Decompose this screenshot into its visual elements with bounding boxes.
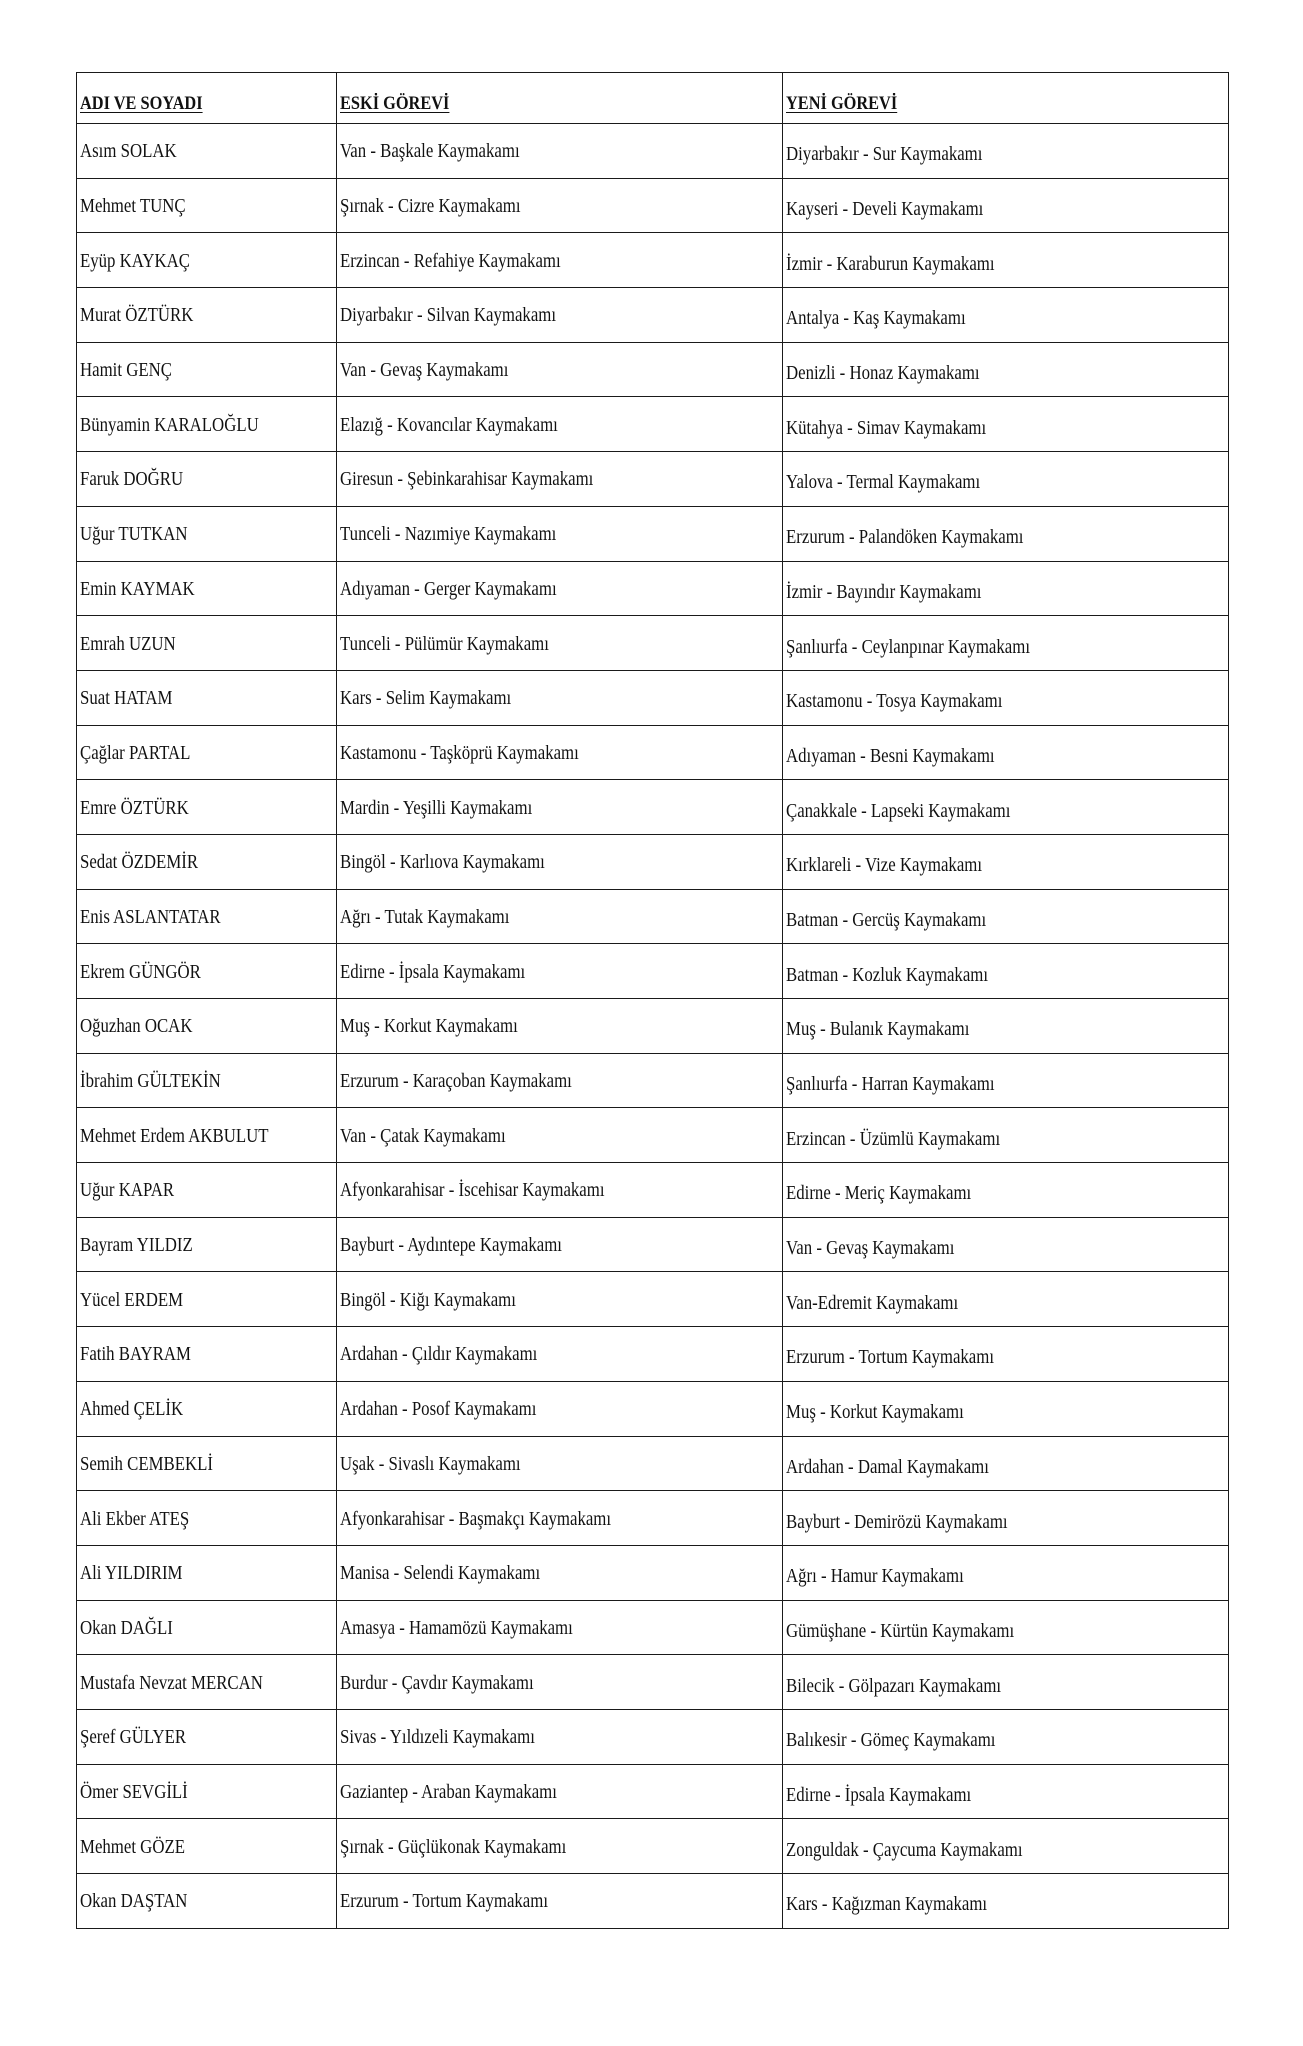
old-post-cell-text: Muş - Korkut Kaymakamı [340,1015,518,1038]
new-post-cell-text: Balıkesir - Gömeç Kaymakamı [786,1729,996,1752]
old-post-cell-text: Mardin - Yeşilli Kaymakamı [340,796,533,819]
table-row [77,780,1229,835]
name-cell [77,288,337,343]
name-cell-text: Mehmet Erdem AKBULUT [80,1124,269,1147]
new-post-cell [783,1874,1229,1929]
new-post-cell-text: Şanlıurfa - Harran Kaymakamı [786,1073,995,1096]
table-row [77,1272,1229,1327]
table-row [77,1163,1229,1218]
new-post-cell-text: Erzurum - Palandöken Kaymakamı [786,526,1024,549]
old-post-cell [337,452,783,507]
table-row [77,288,1229,343]
name-cell-text: İbrahim GÜLTEKİN [80,1070,221,1093]
name-cell-text: Ali Ekber ATEŞ [80,1507,190,1530]
new-post-cell [783,944,1229,999]
name-cell-text: Uğur KAPAR [80,1179,175,1202]
old-post-cell-text: Tunceli - Nazımiye Kaymakamı [340,523,557,546]
table-row [77,889,1229,944]
table-row [77,1874,1229,1929]
table-row [77,1217,1229,1272]
new-post-cell [783,999,1229,1054]
old-post-cell [337,999,783,1054]
new-post-cell [783,1272,1229,1327]
name-cell-text: Suat HATAM [80,687,173,710]
new-post-cell-text: Bayburt - Demirözü Kaymakamı [786,1510,1008,1533]
new-post-cell-text: Kayseri - Develi Kaymakamı [786,198,984,221]
table-row [77,1491,1229,1546]
old-post-cell-text: Edirne - İpsala Kaymakamı [340,960,526,983]
name-cell-text: Okan DAĞLI [80,1616,173,1639]
header-name-label: ADI VE SOYADI [80,93,203,114]
old-post-cell [337,124,783,179]
new-post-cell-text: Van - Gevaş Kaymakamı [786,1237,955,1260]
old-post-cell-text: Diyarbakır - Silvan Kaymakamı [340,304,557,327]
table-row [77,999,1229,1054]
old-post-cell-text: Bayburt - Aydıntepe Kaymakamı [340,1234,562,1257]
new-post-cell [783,288,1229,343]
old-post-cell [337,1709,783,1764]
name-cell [77,452,337,507]
name-cell-text: Eyüp KAYKAÇ [80,249,190,272]
table-row [77,1709,1229,1764]
new-post-cell [783,670,1229,725]
new-post-cell [783,1600,1229,1655]
new-post-cell-text: Erzurum - Tortum Kaymakamı [786,1346,994,1369]
new-post-cell-text: Muş - Bulanık Kaymakamı [786,1018,970,1041]
name-cell-text: Emin KAYMAK [80,577,195,600]
old-post-cell-text: Ağrı - Tutak Kaymakamı [340,905,510,928]
name-cell-text: Semih CEMBEKLİ [80,1452,214,1475]
old-post-cell-text: Adıyaman - Gerger Kaymakamı [340,577,557,600]
new-post-cell [783,1217,1229,1272]
name-cell [77,1545,337,1600]
old-post-cell [337,288,783,343]
new-post-cell-text: Denizli - Honaz Kaymakamı [786,362,980,385]
table-row [77,1108,1229,1163]
new-post-cell-text: İzmir - Karaburun Kaymakamı [786,252,995,275]
name-cell-text: Uğur TUTKAN [80,523,188,546]
name-cell [77,1709,337,1764]
name-cell-text: Sedat ÖZDEMİR [80,851,199,874]
new-post-cell [783,725,1229,780]
old-post-cell-text: Erzurum - Karaçoban Kaymakamı [340,1070,572,1093]
name-cell-text: Bayram YILDIZ [80,1234,193,1257]
old-post-cell-text: Afyonkarahisar - Başmakçı Kaymakamı [340,1507,612,1530]
table-row [77,1053,1229,1108]
old-post-cell-text: Elazığ - Kovancılar Kaymakamı [340,413,558,436]
name-cell-text: Hamit GENÇ [80,359,172,382]
name-cell [77,1163,337,1218]
old-post-cell [337,670,783,725]
old-post-cell [337,944,783,999]
name-cell-text: Şeref GÜLYER [80,1726,187,1749]
name-cell-text: Ömer SEVGİLİ [80,1780,188,1803]
name-cell-text: Çağlar PARTAL [80,741,191,764]
table-body [77,124,1229,1929]
table-row [77,944,1229,999]
name-cell-text: Ahmed ÇELİK [80,1398,184,1421]
new-post-cell-text: İzmir - Bayındır Kaymakamı [786,580,982,603]
old-post-cell-text: Amasya - Hamamözü Kaymakamı [340,1616,573,1639]
name-cell [77,1819,337,1874]
new-post-cell-text: Gümüşhane - Kürtün Kaymakamı [786,1619,1015,1642]
new-post-cell-text: Kastamonu - Tosya Kaymakamı [786,690,1003,713]
old-post-cell [337,616,783,671]
new-post-cell-text: Ardahan - Damal Kaymakamı [786,1455,989,1478]
old-post-cell-text: Bingöl - Karlıova Kaymakamı [340,851,545,874]
name-cell-text: Emre ÖZTÜRK [80,796,189,819]
new-post-cell [783,178,1229,233]
new-post-cell [783,452,1229,507]
old-post-cell [337,506,783,561]
new-post-cell-text: Adıyaman - Besni Kaymakamı [786,744,995,767]
old-post-cell-text: Burdur - Çavdır Kaymakamı [340,1671,534,1694]
old-post-cell [337,1655,783,1710]
new-post-cell-text: Van-Edremit Kaymakamı [786,1291,959,1314]
name-cell [77,1600,337,1655]
table-row [77,1764,1229,1819]
header-old-post [337,73,783,124]
table-row [77,1381,1229,1436]
assignments-table [76,72,1229,1929]
new-post-cell [783,1764,1229,1819]
new-post-cell-text: Yalova - Termal Kaymakamı [786,471,981,494]
new-post-cell [783,561,1229,616]
new-post-cell [783,397,1229,452]
name-cell-text: Fatih BAYRAM [80,1343,191,1366]
name-cell [77,1874,337,1929]
new-post-cell [783,1327,1229,1382]
table-row [77,1327,1229,1382]
new-post-cell [783,616,1229,671]
old-post-cell [337,561,783,616]
new-post-cell-text: Erzincan - Üzümlü Kaymakamı [786,1127,1001,1150]
table-row [77,1545,1229,1600]
old-post-cell [337,1436,783,1491]
name-cell [77,616,337,671]
old-post-cell [337,1381,783,1436]
table-header-row [77,73,1229,124]
new-post-cell [783,1381,1229,1436]
old-post-cell [337,342,783,397]
old-post-cell [337,1163,783,1218]
table-row [77,834,1229,889]
old-post-cell [337,397,783,452]
name-cell-text: Okan DAŞTAN [80,1890,188,1913]
name-cell [77,1436,337,1491]
table-row [77,1600,1229,1655]
new-post-cell-text: Ağrı - Hamur Kaymakamı [786,1565,964,1588]
old-post-cell-text: Van - Çatak Kaymakamı [340,1124,506,1147]
old-post-cell [337,1217,783,1272]
table-row [77,1436,1229,1491]
name-cell [77,999,337,1054]
new-post-cell-text: Kütahya - Simav Kaymakamı [786,416,987,439]
old-post-cell-text: Kars - Selim Kaymakamı [340,687,512,710]
name-cell-text: Murat ÖZTÜRK [80,304,194,327]
old-post-cell [337,834,783,889]
old-post-cell-text: Gaziantep - Araban Kaymakamı [340,1780,557,1803]
old-post-cell [337,1491,783,1546]
new-post-cell [783,506,1229,561]
name-cell [77,1491,337,1546]
name-cell-text: Mehmet GÖZE [80,1835,185,1858]
old-post-cell [337,178,783,233]
old-post-cell [337,1272,783,1327]
old-post-cell [337,233,783,288]
new-post-cell-text: Edirne - İpsala Kaymakamı [786,1783,972,1806]
name-cell [77,1764,337,1819]
old-post-cell-text: Erzincan - Refahiye Kaymakamı [340,249,561,272]
old-post-cell-text: Manisa - Selendi Kaymakamı [340,1562,541,1585]
name-cell [77,233,337,288]
new-post-cell [783,780,1229,835]
name-cell [77,1217,337,1272]
table-row [77,725,1229,780]
table-row [77,452,1229,507]
new-post-cell-text: Batman - Kozluk Kaymakamı [786,963,989,986]
new-post-cell-text: Kars - Kağızman Kaymakamı [786,1893,988,1916]
table-row [77,397,1229,452]
name-cell [77,342,337,397]
old-post-cell-text: Ardahan - Çıldır Kaymakamı [340,1343,538,1366]
new-post-cell-text: Şanlıurfa - Ceylanpınar Kaymakamı [786,635,1030,658]
old-post-cell-text: Ardahan - Posof Kaymakamı [340,1398,537,1421]
name-cell [77,670,337,725]
old-post-cell [337,1545,783,1600]
name-cell [77,1272,337,1327]
old-post-cell-text: Erzurum - Tortum Kaymakamı [340,1890,548,1913]
old-post-cell-text: Giresun - Şebinkarahisar Kaymakamı [340,468,594,491]
name-cell [77,506,337,561]
old-post-cell-text: Sivas - Yıldızeli Kaymakamı [340,1726,535,1749]
name-cell-text: Asım SOLAK [80,140,177,163]
old-post-cell-text: Şırnak - Cizre Kaymakamı [340,195,521,218]
old-post-cell-text: Uşak - Sivaslı Kaymakamı [340,1452,521,1475]
table-row [77,561,1229,616]
table-row [77,670,1229,725]
name-cell-text: Oğuzhan OCAK [80,1015,193,1038]
table-row [77,1655,1229,1710]
old-post-cell [337,889,783,944]
old-post-cell [337,780,783,835]
table-row [77,178,1229,233]
new-post-cell [783,889,1229,944]
old-post-cell-text: Tunceli - Pülümür Kaymakamı [340,632,549,655]
new-post-cell-text: Antalya - Kaş Kaymakamı [786,307,966,330]
name-cell-text: Mehmet TUNÇ [80,195,186,218]
new-post-cell [783,1709,1229,1764]
old-post-cell-text: Kastamonu - Taşköprü Kaymakamı [340,741,579,764]
old-post-cell-text: Bingöl - Kiğı Kaymakamı [340,1288,516,1311]
new-post-cell [783,1819,1229,1874]
old-post-cell [337,1600,783,1655]
old-post-cell-text: Afyonkarahisar - İscehisar Kaymakamı [340,1179,605,1202]
new-post-cell-text: Çanakkale - Lapseki Kaymakamı [786,799,1011,822]
header-new-post [783,73,1229,124]
old-post-cell [337,1819,783,1874]
name-cell [77,725,337,780]
old-post-cell [337,1108,783,1163]
new-post-cell [783,1053,1229,1108]
name-cell [77,561,337,616]
new-post-cell-text: Muş - Korkut Kaymakamı [786,1401,964,1424]
name-cell-text: Emrah UZUN [80,632,176,655]
new-post-cell-text: Edirne - Meriç Kaymakamı [786,1182,972,1205]
name-cell [77,178,337,233]
name-cell-text: Enis ASLANTATAR [80,905,221,928]
old-post-cell-text: Şırnak - Güçlükonak Kaymakamı [340,1835,567,1858]
new-post-cell [783,1108,1229,1163]
table-row [77,506,1229,561]
new-post-cell [783,1491,1229,1546]
name-cell-text: Ekrem GÜNGÖR [80,960,201,983]
new-post-cell [783,1163,1229,1218]
header-new-post-label: YENİ GÖREVİ [786,93,898,114]
old-post-cell [337,1874,783,1929]
new-post-cell-text: Batman - Gercüş Kaymakamı [786,908,987,931]
old-post-cell-text: Van - Gevaş Kaymakamı [340,359,509,382]
old-post-cell [337,1764,783,1819]
name-cell-text: Ali YILDIRIM [80,1562,183,1585]
name-cell-text: Bünyamin KARALOĞLU [80,413,259,436]
name-cell [77,780,337,835]
old-post-cell [337,1327,783,1382]
name-cell [77,1381,337,1436]
new-post-cell [783,233,1229,288]
new-post-cell-text: Kırklareli - Vize Kaymakamı [786,854,983,877]
table-row [77,233,1229,288]
name-cell [77,1108,337,1163]
document-page [76,72,1228,1929]
new-post-cell-text: Bilecik - Gölpazarı Kaymakamı [786,1674,1002,1697]
name-cell [77,124,337,179]
new-post-cell [783,1545,1229,1600]
new-post-cell-text: Zonguldak - Çaycuma Kaymakamı [786,1838,1023,1861]
header-old-post-label: ESKİ GÖREVİ [340,93,450,114]
header-name [77,73,337,124]
name-cell [77,1053,337,1108]
name-cell [77,944,337,999]
old-post-cell [337,725,783,780]
new-post-cell [783,1436,1229,1491]
name-cell [77,1327,337,1382]
table-row [77,124,1229,179]
new-post-cell [783,124,1229,179]
new-post-cell [783,342,1229,397]
name-cell-text: Mustafa Nevzat MERCAN [80,1671,263,1694]
new-post-cell [783,834,1229,889]
name-cell [77,1655,337,1710]
name-cell [77,834,337,889]
name-cell [77,889,337,944]
old-post-cell-text: Van - Başkale Kaymakamı [340,140,520,163]
old-post-cell [337,1053,783,1108]
name-cell-text: Yücel ERDEM [80,1288,184,1311]
table-row [77,616,1229,671]
new-post-cell-text: Diyarbakır - Sur Kaymakamı [786,143,983,166]
name-cell [77,397,337,452]
name-cell-text: Faruk DOĞRU [80,468,184,491]
table-row [77,1819,1229,1874]
table-row [77,342,1229,397]
new-post-cell [783,1655,1229,1710]
